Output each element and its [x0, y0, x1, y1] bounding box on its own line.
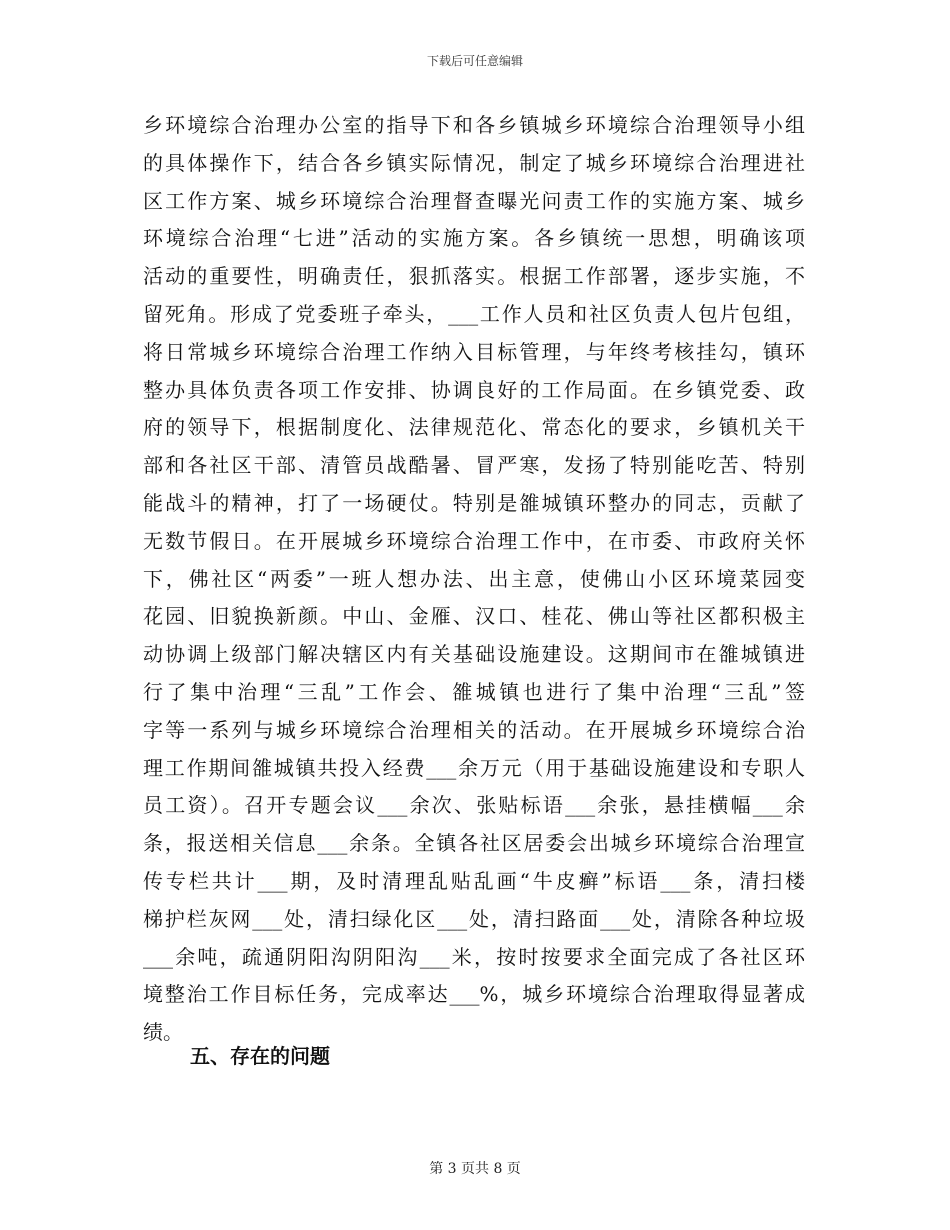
paragraph-line-last: 绩。: [143, 1020, 183, 1045]
paragraph-line: 花园、旧貌换新颜。中山、金雁、汉口、桂花、佛山等社区都积极主: [143, 604, 805, 629]
paragraph-line: 传专栏共计___期，及时清理乱贴乱画“牛皮癣”标语___条，清扫楼: [143, 868, 805, 893]
paragraph-line: 梯护栏灰网___处，清扫绿化区___处，清扫路面___处，清除各种垃圾: [143, 906, 805, 931]
paragraph-line: 员工资）。召开专题会议___余次、张贴标语___余张，悬挂横幅___余: [143, 793, 805, 818]
page-header: 下载后可任意编辑: [426, 54, 523, 68]
body-paragraph: [143, 107, 805, 1052]
paragraph-line: 的具体操作下，结合各乡镇实际情况，制定了城乡环境综合治理进社: [143, 150, 805, 175]
paragraph-line: 理工作期间雒城镇共投入经费___余万元（用于基础设施建设和专职人: [143, 755, 805, 780]
paragraph-line: 境整治工作目标任务，完成率达___%，城乡环境综合治理取得显著成: [143, 982, 805, 1007]
paragraph-line: 留死角。形成了党委班子牵头，___工作人员和社区负责人包片包组，: [143, 301, 805, 326]
paragraph-line: 整办具体负责各项工作安排、协调良好的工作局面。在乡镇党委、政: [143, 377, 805, 402]
paragraph-line: 行了集中治理“三乱”工作会、雒城镇也进行了集中治理“三乱”签: [143, 679, 805, 704]
paragraph-line: 部和各社区干部、清管员战酷暑、冒严寒，发扬了特别能吃苦、特别: [143, 453, 805, 478]
paragraph-line: 区工作方案、城乡环境综合治理督查曝光问责工作的实施方案、城乡: [143, 188, 805, 213]
paragraph-line: 动协调上级部门解决辖区内有关基础设施建设。这期间市在雒城镇进: [143, 642, 805, 667]
paragraph-line: 府的领导下，根据制度化、法律规范化、常态化的要求，乡镇机关干: [143, 415, 805, 440]
section-heading: 五、存在的问题: [190, 1044, 330, 1068]
paragraph-line: 能战斗的精神，打了一场硬仗。特别是雒城镇环整办的同志，贡献了: [143, 490, 805, 515]
paragraph-line: 条，报送相关信息___余条。全镇各社区居委会出城乡环境综合治理宣: [143, 831, 805, 856]
paragraph-line: 字等一系列与城乡环境综合治理相关的活动。在开展城乡环境综合治: [143, 717, 805, 742]
paragraph-line: 环境综合治理“七进”活动的实施方案。各乡镇统一思想，明确该项: [143, 226, 805, 251]
paragraph-line: 将日常城乡环境综合治理工作纳入目标管理，与年终考核挂勾，镇环: [143, 339, 805, 364]
paragraph-line: 乡环境综合治理办公室的指导下和各乡镇城乡环境综合治理领导小组: [143, 113, 805, 137]
paragraph-line: 下，佛社区“两委”一班人想办法、出主意，使佛山小区环境菜园变: [143, 566, 805, 591]
paragraph-line: 无数节假日。在开展城乡环境综合治理工作中，在市委、市政府关怀: [143, 528, 805, 553]
page-footer: 第 3 页共 8 页: [429, 1161, 521, 1177]
paragraph-line: 活动的重要性，明确责任，狠抓落实。根据工作部署，逐步实施，不: [143, 264, 805, 289]
paragraph-line: ___余吨，疏通阴阳沟阴阳沟___米，按时按要求全面完成了各社区环: [143, 944, 805, 969]
